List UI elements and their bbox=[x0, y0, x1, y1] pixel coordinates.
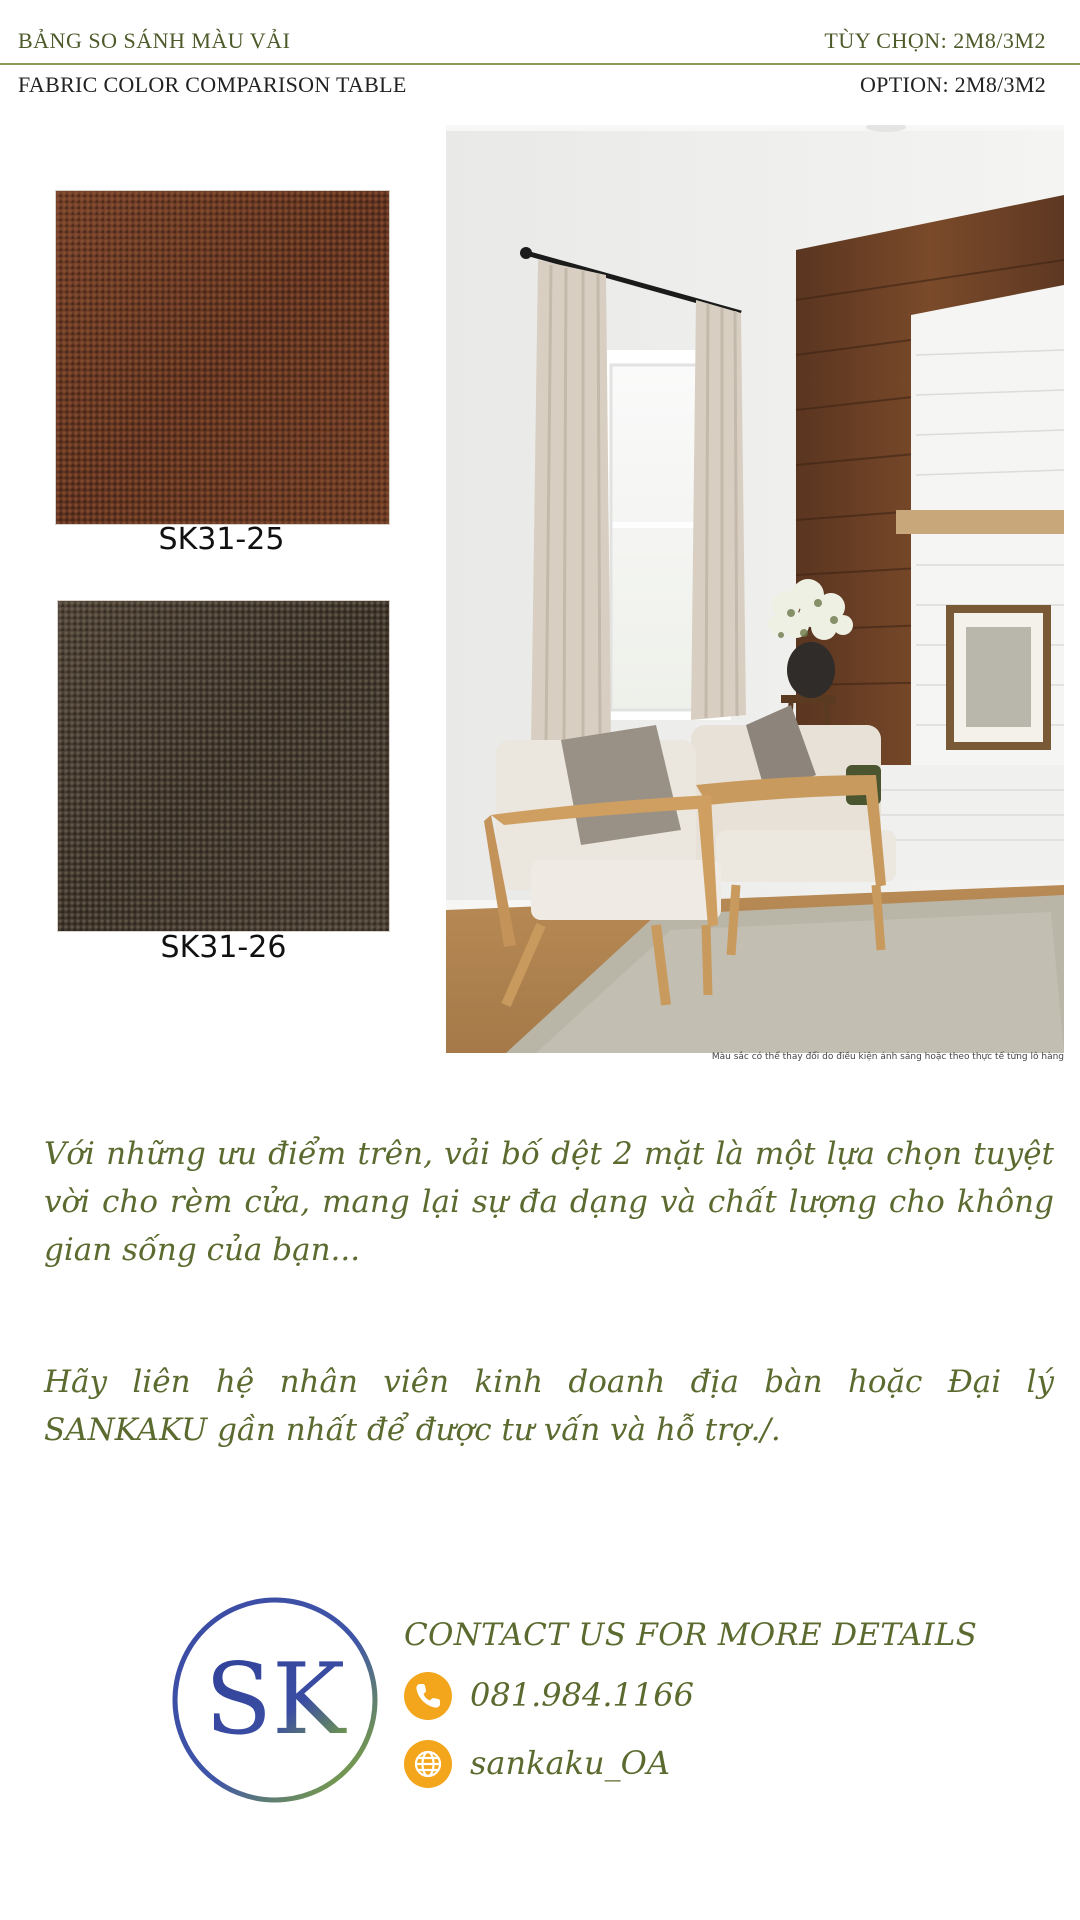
swatch-code-label: SK31-26 bbox=[160, 930, 287, 965]
body-paragraph: Với những ưu điểm trên, vải bố dệt 2 mặt là một lựa chọn tuyệt vời cho rèm cửa, mang lại sự đa dạng và chất lượng cho không gian sống của bạn... bbox=[44, 1136, 1054, 1268]
logo-monogram: SK bbox=[204, 1643, 346, 1757]
header-title-vi: BẢNG SO SÁNH MÀU VẢI bbox=[18, 28, 291, 53]
fabric-swatch-sk31-25 bbox=[55, 190, 390, 525]
photo-disclaimer: Màu sắc có thể thay đổi do điều kiện ánh sáng hoặc theo thực tế từng lô hàng bbox=[711, 1052, 1064, 1062]
header-divider bbox=[0, 63, 1080, 65]
phone-icon bbox=[404, 1672, 452, 1720]
body-paragraph: Hãy liên hệ nhân viên kinh doanh địa bàn hoặc Đại lý SANKAKU gần nhất để được tư vấn và hỗ trợ./. bbox=[44, 1364, 1054, 1448]
header-option-vi: TÙY CHỌN: 2M8/3M2 bbox=[824, 28, 1046, 53]
globe-icon bbox=[404, 1740, 452, 1788]
room-interior-photo bbox=[446, 125, 1064, 1053]
contact-heading: CONTACT US FOR MORE DETAILS bbox=[404, 1617, 978, 1653]
header-title-en: FABRIC COLOR COMPARISON TABLE bbox=[18, 72, 407, 97]
header-option-en: OPTION: 2M8/3M2 bbox=[859, 72, 1046, 97]
contact-social-handle[interactable]: sankaku_OA bbox=[470, 1744, 670, 1782]
fabric-swatch-sk31-26 bbox=[57, 600, 390, 932]
header-top-row bbox=[0, 28, 1080, 60]
header-bottom-row bbox=[0, 72, 1080, 104]
sankaku-logo bbox=[170, 1595, 380, 1805]
contact-phone-number[interactable]: 081.984.1166 bbox=[470, 1676, 694, 1714]
swatch-code-label: SK31-25 bbox=[158, 522, 285, 557]
